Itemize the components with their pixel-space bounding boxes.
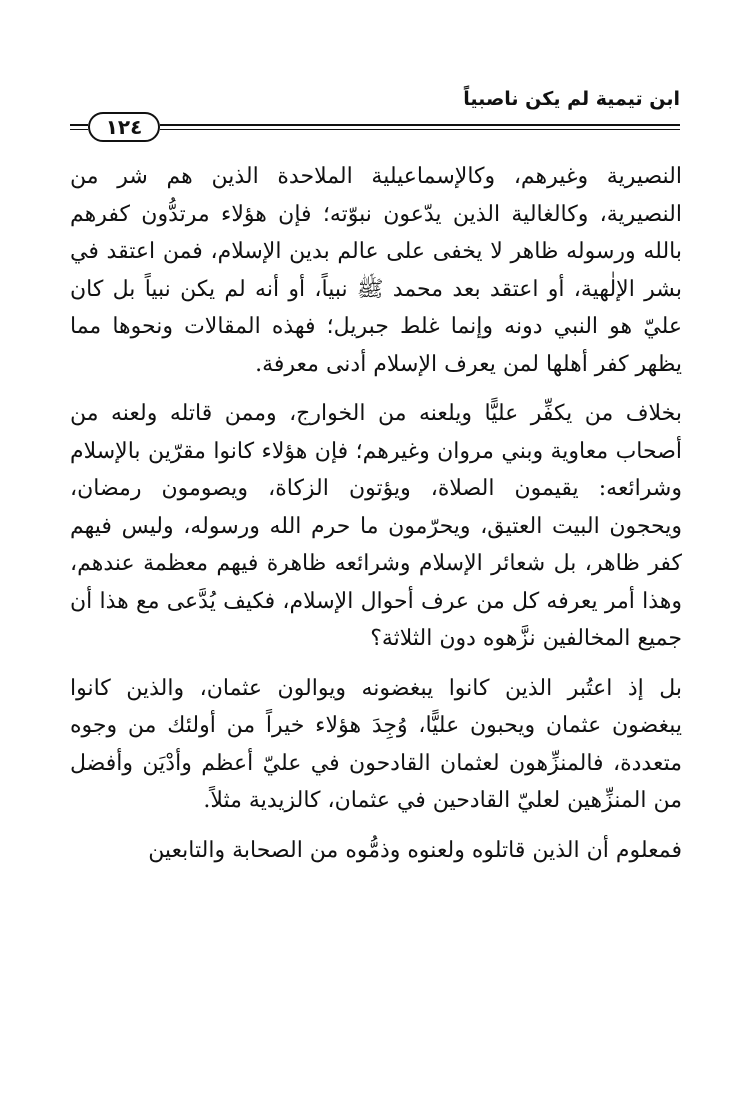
header-rule-thin — [160, 129, 680, 130]
header-rule — [160, 124, 680, 126]
page-header — [70, 88, 680, 158]
paragraph: النصيرية وغيرهم، وكالإسماعيلية الملاحدة الذين هم شر من النصيرية، وكالغالية الذين يدّعون نبوّته؛ فإن هؤلاء مرتدُّون كفرهم بالله ورسوله ظاهر لا يخفى على عالم بدين الإسلام، فمن اعتقد في بشر الإلٰهية، أو اعتقد بعد محمد ﷺ نبياً، أو أنه لم يكن نبياً بل كان عليّ هو النبي دونه وإنما غلط جبريل؛ فهذه المقالات ونحوها مما يظهر كفر أهلها لمن يعرف الإسلام أدنى معرفة. — [70, 164, 682, 377]
header-rule-left-thin — [70, 129, 88, 130]
page-number-badge: ١٢٤ — [88, 112, 160, 142]
body-text — [70, 158, 682, 869]
running-title: ابن تيمية لم يكن ناصبياً — [463, 88, 680, 110]
paragraph: بل إذ اعتُبر الذين كانوا يبغضونه ويوالون عثمان، والذين كانوا يبغضون عثمان ويحبون عليًّا، وُجِدَ هؤلاء خيراً من أولئك من وجوه متعددة، فالمنزِّهون لعثمان القادحون في عليّ أعظم وأدْيَن وأفضل من المنزِّهين لعليّ القادحين في عثمان، كالزيدية مثلاً. — [70, 675, 682, 813]
header-rule-left — [70, 124, 88, 126]
paragraph: فمعلوم أن الذين قاتلوه ولعنوه وذمُّوه من الصحابة والتابعين — [148, 837, 682, 863]
paragraph: بخلاف من يكفِّر عليًّا ويلعنه من الخوارج، وممن قاتله ولعنه من أصحاب معاوية وبني مروان وغيرهم؛ فإن هؤلاء كانوا مقرّين بالإسلام وشرائعه: يقيمون الصلاة، ويؤتون الزكاة، ويصومون رمضان، ويحجون البيت العتيق، ويحرّمون ما حرم الله ورسوله، وليس فيهم كفر ظاهر، بل شعائر الإسلام وشرائعه ظاهرة فيهم معظمة عندهم، وهذا أمر يعرفه كل من عرف أحوال الإسلام، فكيف يُدَّعى مع هذا أن جميع المخالفين نزَّهوه دون الثلاثة؟ — [70, 401, 682, 651]
